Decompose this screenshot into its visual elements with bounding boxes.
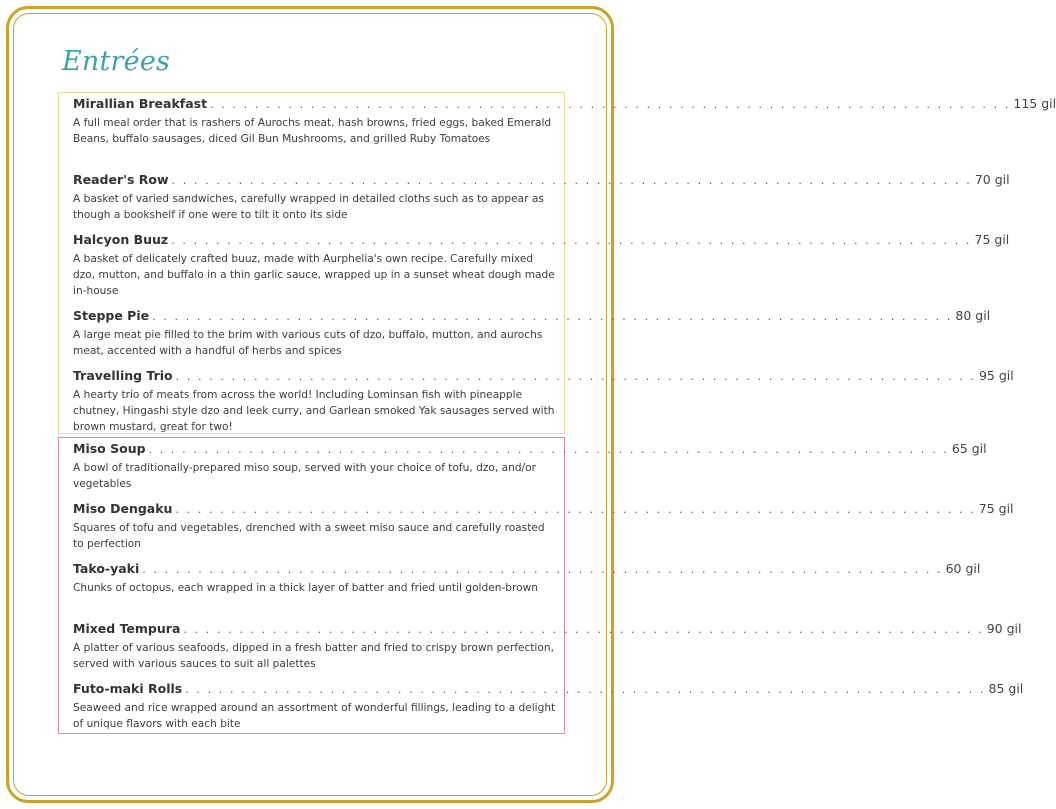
menu-item — [73, 368, 1014, 435]
menu-item — [73, 308, 991, 359]
menu-item — [73, 96, 1056, 147]
menu-item — [73, 232, 1010, 299]
menu-item — [73, 681, 1024, 732]
item-name: Mixed Tempura — [73, 621, 181, 636]
item-name: Tako-yaki — [73, 561, 140, 576]
leader-dots: . . . . . . . . . . . . . . . . . . . . . . . . . . . . . . . . . . . . . . . . . . . . . . . . . . . . . . . . . . . . . . . . . . . . . . . . — [210, 98, 1011, 111]
item-description: A platter of various seafoods, dipped in a fresh batter and fried to crispy brown perfection, served with various sauces to suit all palettes — [73, 642, 554, 670]
leader-dots: . . . . . . . . . . . . . . . . . . . . . . . . . . . . . . . . . . . . . . . . . . . . . . . . . . . . . . . . . . . . . . . . . . . . . . . . — [183, 623, 984, 636]
item-price: 115 gil — [1013, 96, 1056, 111]
leader-dots: . . . . . . . . . . . . . . . . . . . . . . . . . . . . . . . . . . . . . . . . . . . . . . . . . . . . . . . . . . . . . . . . . . . . . . . . — [171, 174, 972, 187]
item-description: Seaweed and rice wrapped around an assortment of wonderful fillings, leading to a delight of unique flavors with each bite — [73, 702, 556, 730]
leader-dots: . . . . . . . . . . . . . . . . . . . . . . . . . . . . . . . . . . . . . . . . . . . . . . . . . . . . . . . . . . . . . . . . . . . . . . . . — [171, 234, 972, 247]
item-description: A basket of delicately crafted buuz, made with Aurphelia's own recipe. Carefully mixed dzo, mutton, and buffalo in a thin garlic sauce, wrapped up in a sunset wheat dough made in-house — [73, 253, 555, 297]
menu-section-eastern — [58, 437, 1024, 734]
item-price: 60 gil — [945, 561, 981, 576]
item-description: A bowl of traditionally-prepared miso soup, served with your choice of tofu, dzo, and/or vegetables — [73, 462, 536, 490]
item-price: 65 gil — [951, 441, 987, 456]
leader-dots: . . . . . . . . . . . . . . . . . . . . . . . . . . . . . . . . . . . . . . . . . . . . . . . . . . . . . . . . . . . . . . . . . . . . . . . . — [148, 443, 949, 456]
item-name: Miso Dengaku — [73, 501, 173, 516]
item-description: A basket of varied sandwiches, carefully wrapped in detailed cloths such as to appear as though a bookshelf if one were to tilt it onto its side — [73, 193, 544, 221]
item-description: Chunks of octopus, each wrapped in a thick layer of batter and fried until golden-brown — [73, 582, 538, 594]
item-description: Squares of tofu and vegetables, drenched with a sweet miso sauce and carefully roasted to perfection — [73, 522, 545, 550]
menu-item — [73, 621, 1022, 672]
leader-dots: . . . . . . . . . . . . . . . . . . . . . . . . . . . . . . . . . . . . . . . . . . . . . . . . . . . . . . . . . . . . . . . . . . . . . . . . — [185, 683, 986, 696]
leader-dots: . . . . . . . . . . . . . . . . . . . . . . . . . . . . . . . . . . . . . . . . . . . . . . . . . . . . . . . . . . . . . . . . . . . . . . . . — [142, 563, 943, 576]
item-price: 80 gil — [955, 308, 991, 323]
menu-item — [73, 561, 981, 596]
item-price: 75 gil — [974, 232, 1010, 247]
item-price: 85 gil — [988, 681, 1024, 696]
item-name: Reader's Row — [73, 172, 169, 187]
item-price: 90 gil — [986, 621, 1022, 636]
leader-dots: . . . . . . . . . . . . . . . . . . . . . . . . . . . . . . . . . . . . . . . . . . . . . . . . . . . . . . . . . . . . . . . . . . . . . . . . — [175, 503, 976, 516]
item-name: Mirallian Breakfast — [73, 96, 208, 111]
menu-section-western — [58, 92, 1056, 434]
item-name: Miso Soup — [73, 441, 146, 456]
leader-dots: . . . . . . . . . . . . . . . . . . . . . . . . . . . . . . . . . . . . . . . . . . . . . . . . . . . . . . . . . . . . . . . . . . . . . . . . — [175, 370, 976, 383]
menu-item — [73, 441, 987, 492]
item-price: 75 gil — [978, 501, 1014, 516]
item-name: Halcyon Buuz — [73, 232, 169, 247]
item-description: A large meat pie filled to the brim with various cuts of dzo, buffalo, mutton, and aurochs meat, accented with a handful of herbs and spices — [73, 329, 543, 357]
menu-item — [73, 501, 1014, 552]
item-description: A hearty trio of meats from across the world! Including Lominsan fish with pineapple chutney, Hingashi style dzo and leek curry, and Garlean smoked Yak sausages served with brown mustard, great for two! — [73, 389, 555, 433]
item-name: Travelling Trio — [73, 368, 173, 383]
page-title: Entrées — [62, 46, 171, 77]
item-description: A full meal order that is rashers of Aurochs meat, hash browns, fried eggs, baked Emerald Beans, buffalo sausages, diced Gil Bun Mushrooms, and grilled Ruby Tomatoes — [73, 117, 552, 145]
item-price: 95 gil — [978, 368, 1014, 383]
item-name: Futo-maki Rolls — [73, 681, 183, 696]
item-price: 70 gil — [974, 172, 1010, 187]
item-name: Steppe Pie — [73, 308, 150, 323]
leader-dots: . . . . . . . . . . . . . . . . . . . . . . . . . . . . . . . . . . . . . . . . . . . . . . . . . . . . . . . . . . . . . . . . . . . . . . . . — [152, 310, 953, 323]
menu-item — [73, 172, 1010, 223]
